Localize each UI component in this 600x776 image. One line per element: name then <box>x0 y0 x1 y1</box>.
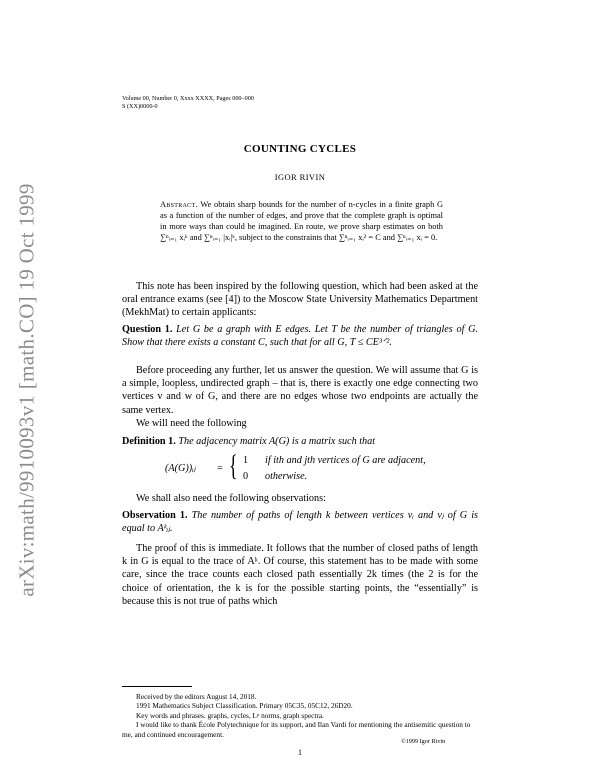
abstract-text: We obtain sharp bounds for the number of n-cycles in a finite graph G as a function of the number of edges, and prove that the complete graph is optimal in more ways than could be imagined. En route, we prove sharp estimates on both ∑ⁿᵢ₌₁ xᵢᵏ and ∑ⁿᵢ₌₁ |xᵢ|ᵏ, subject to the constraints that ∑ⁿᵢ₌₁ xᵢ² = C and ∑ⁿᵢ₌₁ xᵢ = 0. <box>160 200 444 243</box>
left-brace: { <box>229 449 238 482</box>
msc-note: 1991 Mathematics Subject Classification. Primary 05C35, 05C12, 26D20. <box>136 701 353 711</box>
need-paragraph: We will need the following <box>136 418 247 429</box>
copyright-notice: ©1999 Igor Rivin <box>401 738 446 745</box>
question-text: Let G be a graph with E edges. Let T be the number of triangles of G. Show that there exists a constant C, such that for all G, T ≤ CE³ᐟ². <box>122 324 479 349</box>
case-1-condition: if ith and jth vertices of G are adjacent, <box>265 455 426 466</box>
adjacency-equation <box>165 451 445 485</box>
observation-text: The number of paths of length k between vertices vᵢ and vⱼ of G is equal to Aᵏᵢⱼ. <box>122 510 478 535</box>
footnotes <box>122 692 478 739</box>
page-number: 1 <box>298 748 302 757</box>
intro-paragraph: This note has been inspired by the following question, which had been asked at the oral entrance exams (see [4]) to the Moscow State University Mathematics Department (MekhMat) to certain applicants: <box>122 281 478 319</box>
abstract <box>160 199 443 243</box>
arxiv-identifier: arXiv:math/9910093v1 [math.CO] 19 Oct 1999 <box>14 183 39 597</box>
question-block <box>122 323 478 349</box>
observation-block <box>122 509 478 535</box>
question-label: Question 1. <box>122 324 173 335</box>
journal-header <box>122 95 254 111</box>
definition-text: The adjacency matrix A(G) is a matrix such that <box>178 436 376 447</box>
equation-case-2 <box>243 471 307 482</box>
observations-paragraph: We shall also need the following observations: <box>136 493 326 504</box>
abstract-label: Abstract. <box>160 200 198 209</box>
journal-volume-line: Volume 00, Number 0, Xxxx XXXX, Pages 000–000 <box>122 95 254 102</box>
definition-block <box>122 435 478 448</box>
issn-line: S (XX)0000-0 <box>122 103 158 110</box>
acknowledgment-note: I would like to thank École Polytechnique for its support, and Ilan Vardi for mentioning the antisemitic question to me, and continued encouragement. <box>122 720 471 739</box>
definition-label: Definition 1. <box>122 436 176 447</box>
assumption-paragraph: Before proceeding any further, let us answer the question. We will assume that G is a simple, loopless, undirected graph – that is, there is exactly one edge connecting two vertices v and w of G, and there are no edges whose two endpoints are actually the same vertex. <box>122 365 478 416</box>
case-2-value: 0 <box>243 471 249 482</box>
equation-case-1 <box>243 455 426 466</box>
proof-paragraph: The proof of this is immediate. It follows that the number of closed paths of length k in G is equal to the trace of Aᵏ. Of course, this statement has to be made with some care, since the trace counts each closed path essentially 2k times (the 2 is for the choice of orientation, the k is for the possible starting points, the “essentially” is because this is not true of paths which <box>122 543 478 607</box>
received-note: Received by the editors August 14, 2018. <box>136 692 257 701</box>
case-1-value: 1 <box>243 455 249 466</box>
observation-label: Observation 1. <box>122 510 188 521</box>
case-2-condition: otherwise. <box>265 471 308 482</box>
footnote-divider <box>122 686 192 687</box>
keywords-note: Key words and phrases. graphs, cycles, Lᵖ norms, graph spectra. <box>136 710 324 720</box>
equation-lhs: (A(G))ᵢⱼ <box>165 463 196 474</box>
paper-author: IGOR RIVIN <box>274 172 326 182</box>
paper-title: COUNTING CYCLES <box>243 143 357 155</box>
arxiv-sidebar <box>12 150 42 630</box>
equation-equals: = <box>217 463 223 474</box>
